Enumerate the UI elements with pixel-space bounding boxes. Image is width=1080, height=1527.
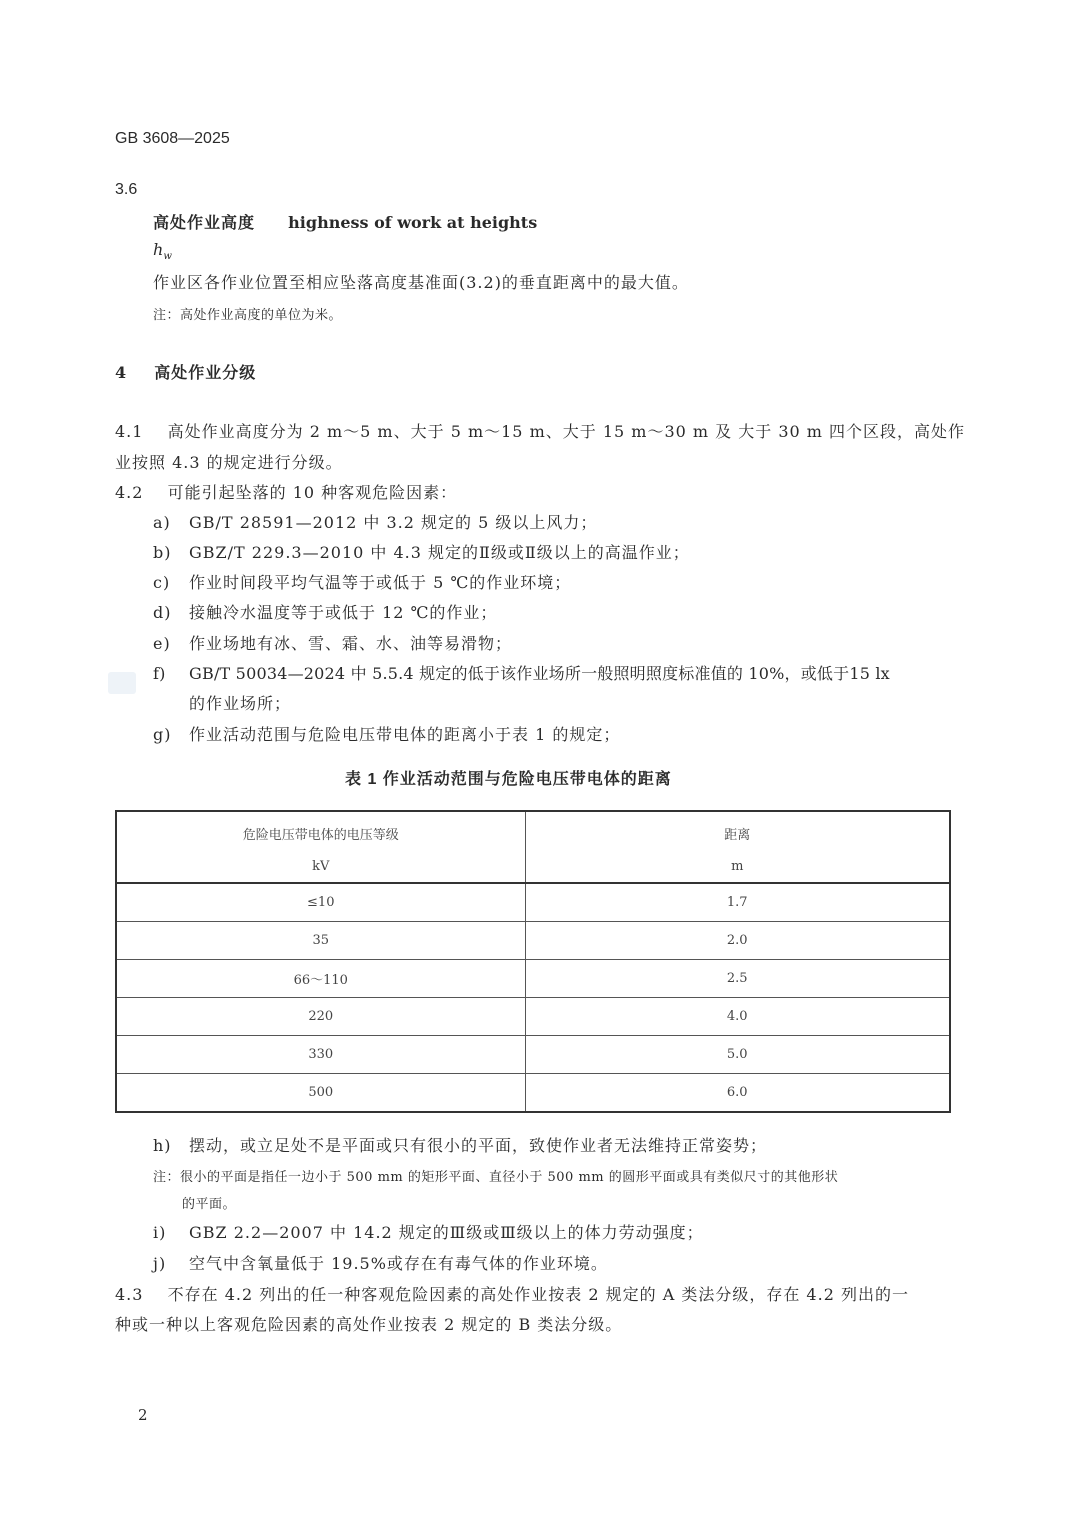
- list-text: 空气中含氧量低于 19.5%或存在有毒气体的作业环境。: [189, 1254, 608, 1273]
- list-item-e: [153, 631, 512, 654]
- page-number: 2: [138, 1406, 148, 1424]
- standard-number: GB 3608—2025: [115, 130, 230, 147]
- list-item-a: [153, 510, 597, 533]
- section-4-number: 4: [115, 363, 128, 382]
- distance-cell: 2.0: [525, 922, 950, 960]
- voltage-cell: ≤10: [116, 883, 525, 922]
- list-label: a): [153, 513, 171, 532]
- list-label: h): [153, 1136, 172, 1155]
- list-item-f: [153, 661, 890, 684]
- clause-4-1-line1: [115, 419, 965, 442]
- list-item-d: [153, 600, 497, 623]
- voltage-cell: 66～110: [116, 960, 525, 998]
- col1-unit: kV: [116, 850, 525, 883]
- list-text: GB/T 50034—2024 中 5.5.4 规定的低于该作业场所一般照明照度标准值的 10%，或低于15 lx: [189, 664, 890, 683]
- symbol-sub: w: [163, 251, 172, 263]
- section-4-heading: [115, 360, 256, 383]
- table-row: [116, 883, 950, 922]
- col2-unit: m: [525, 850, 950, 883]
- list-text: 接触冷水温度等于或低于 12 ℃的作业；: [189, 603, 498, 622]
- clause-4-1-line2: 业按照 4.3 的规定进行分级。: [115, 453, 343, 472]
- voltage-cell: 500: [116, 1074, 525, 1113]
- note-h-line2: 的平面。: [182, 1197, 237, 1212]
- voltage-cell: 35: [116, 922, 525, 960]
- clause-4-1-text1: 高处作业高度分为 2 m～5 m、大于 5 m～15 m、大于 15 m～30 m 及 大于 30 m 四个区段，高处作: [167, 422, 966, 441]
- clause-4-3-text1: 不存在 4.2 列出的任一种客观危险因素的高处作业按表 2 规定的 A 类法分级，存在 4.2 列出的一: [167, 1285, 909, 1304]
- list-text: 作业时间段平均气温等于或低于 5 ℃的作业环境；: [189, 573, 572, 592]
- term-note: 注：高处作业高度的单位为米。: [153, 308, 343, 323]
- clause-4-1-number: 4.1: [115, 422, 144, 441]
- note-h-line1: 注：很小的平面是指任一边小于 500 mm 的矩形平面、直径小于 500 mm 的圆形平面或具有类似尺寸的其他形状: [153, 1170, 839, 1185]
- list-text: 摆动，或立足处不是平面或只有很小的平面，致使作业者无法维持正常姿势；: [189, 1136, 768, 1155]
- list-label: i): [153, 1223, 167, 1242]
- section-4-title: 高处作业分级: [154, 363, 257, 382]
- list-text: 作业场地有冰、雪、霜、水、油等易滑物；: [189, 634, 513, 653]
- table-row: [116, 1036, 950, 1074]
- list-item-c: [153, 570, 571, 593]
- watermark-logo: [108, 672, 136, 694]
- term-cn: 高处作业高度: [153, 213, 256, 232]
- list-item-i: [153, 1220, 704, 1243]
- table-row: [116, 922, 950, 960]
- col2-header: 距离: [525, 811, 950, 850]
- list-item-b: [153, 540, 690, 563]
- term-heading: [153, 210, 537, 233]
- clause-4-3-number: 4.3: [115, 1285, 144, 1304]
- distance-cell: 1.7: [525, 883, 950, 922]
- table-row: [116, 998, 950, 1036]
- table-1-caption: 表 1 作业活动范围与危险电压带电体的距离: [345, 771, 672, 788]
- list-item-g: [153, 722, 620, 745]
- clause-4-2-number: 4.2: [115, 483, 144, 502]
- list-label: g): [153, 725, 172, 744]
- list-text: 作业活动范围与危险电压带电体的距离小于表 1 的规定；: [189, 725, 621, 744]
- term-definition: 作业区各作业位置至相应坠落高度基准面(3.2)的垂直距离中的最大值。: [153, 273, 689, 292]
- clause-4-2-text: 可能引起坠落的 10 种客观危险因素：: [167, 483, 458, 502]
- list-label: e): [153, 634, 171, 653]
- voltage-cell: 330: [116, 1036, 525, 1074]
- list-item-h: [153, 1133, 767, 1156]
- term-symbol: [153, 240, 172, 262]
- table-row: [116, 960, 950, 998]
- distance-cell: 6.0: [525, 1074, 950, 1113]
- list-label: d): [153, 603, 172, 622]
- symbol-main: h: [153, 240, 164, 259]
- clause-4-2-intro: [115, 480, 457, 503]
- clause-4-3-line1: [115, 1282, 909, 1305]
- list-text: GB/T 28591—2012 中 3.2 规定的 5 级以上风力；: [189, 513, 598, 532]
- table-1: [115, 810, 951, 1113]
- voltage-cell: 220: [116, 998, 525, 1036]
- list-label: j): [153, 1254, 167, 1273]
- distance-cell: 2.5: [525, 960, 950, 998]
- list-label: c): [153, 573, 171, 592]
- list-text: GBZ/T 229.3—2010 中 4.3 规定的Ⅱ级或Ⅱ级以上的高温作业；: [189, 543, 690, 562]
- distance-cell: 5.0: [525, 1036, 950, 1074]
- table-row: [116, 1074, 950, 1113]
- term-en: highness of work at heights: [288, 213, 538, 232]
- distance-cell: 4.0: [525, 998, 950, 1036]
- list-label: f): [153, 664, 166, 683]
- list-item-j: [153, 1251, 608, 1274]
- clause-3-6-number: 3.6: [115, 181, 138, 198]
- list-item-f-cont: 的作业场所；: [189, 694, 292, 713]
- list-text: GBZ 2.2—2007 中 14.2 规定的Ⅲ级或Ⅲ级以上的体力劳动强度；: [189, 1223, 704, 1242]
- list-label: b): [153, 543, 172, 562]
- clause-4-3-line2: 种或一种以上客观危险因素的高处作业按表 2 规定的 B 类法分级。: [115, 1315, 623, 1334]
- col1-header: 危险电压带电体的电压等级: [116, 811, 525, 850]
